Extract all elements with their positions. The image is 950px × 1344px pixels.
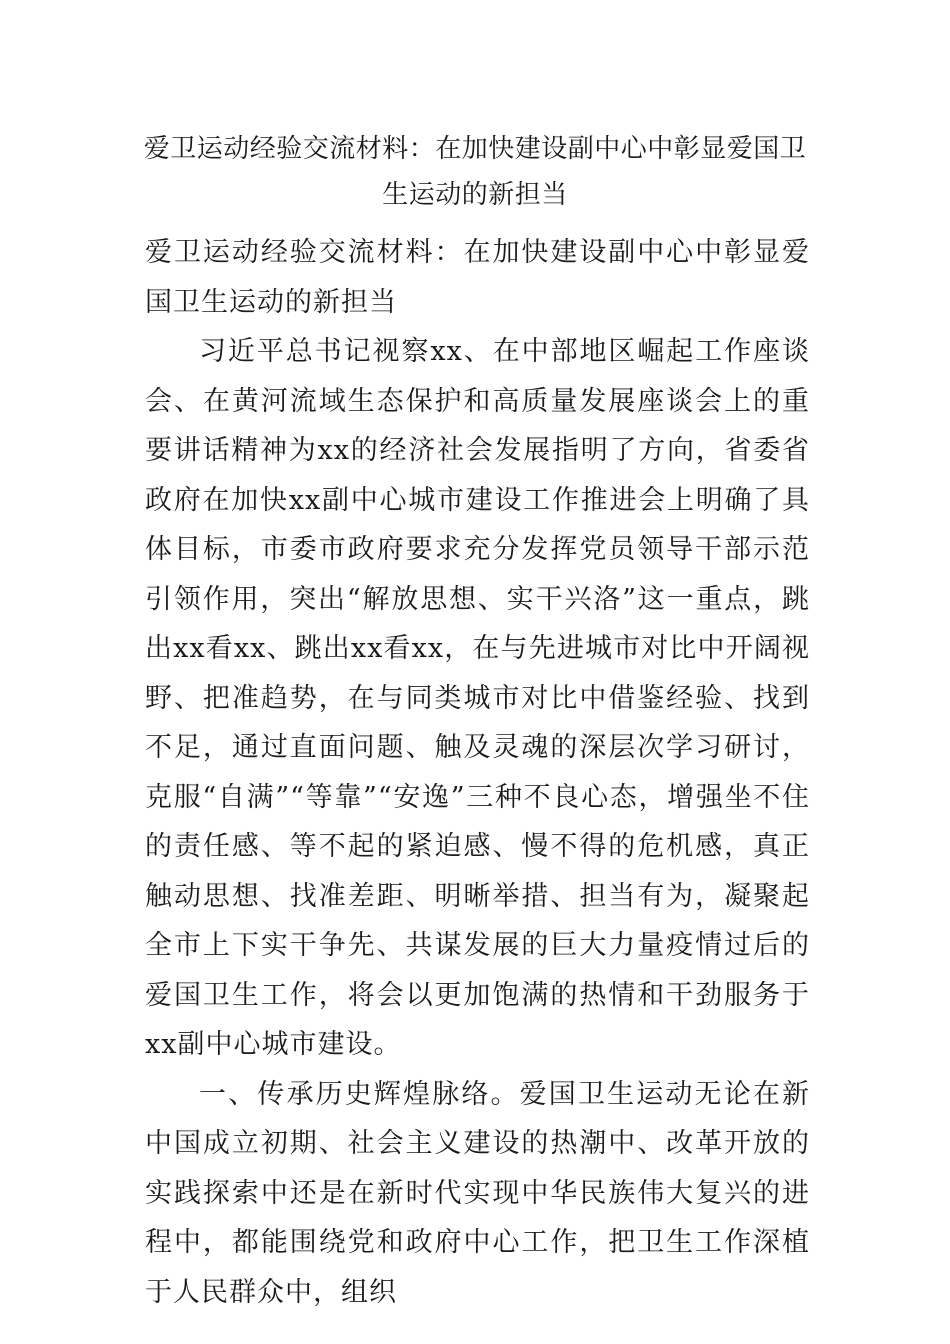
document-body xyxy=(145,228,810,1317)
document-subtitle: 爱卫运动经验交流材料：在加快建设副中心中彰显爱国卫生运动的新担当 xyxy=(145,237,810,318)
paragraph-2: 一、传承历史辉煌脉络。爱国卫生运动无论在新中国成立初期、社会主义建设的热潮中、改革开放的实践探索中还是在新时代实现中华民族伟大复兴的进程中，都能围绕党和政府中心工作，把卫生工作深植于人民群众中，组织 xyxy=(145,1078,810,1308)
document-title: 爱卫运动经验交流材料：在加快建设副中心中彰显爱国卫生运动的新担当 xyxy=(143,134,807,210)
paragraph-1: 习近平总书记视察xx、在中部地区崛起工作座谈会、在黄河流域生态保护和高质量发展座谈会上的重要讲话精神为xx的经济社会发展指明了方向，省委省政府在加快xx副中心城市建设工作推进会上明确了具体目标，市委市政府要求充分发挥党员领导干部示范引领作用，突出“解放思想、实干兴洛”这一重点，跳出xx看xx、跳出xx看xx，在与先进城市对比中开阔视野、把准趋势，在与同类城市对比中借鉴经验、找到不足，通过直面问题、触及灵魂的深层次学习研讨，克服“自满”“等靠”“安逸”三种不良心态，增强坐不住的责任感、等不起的紧迫感、慢不得的危机感，真正触动思想、找准差距、明晰举措、担当有为，凝聚起全市上下实干争先、共谋发展的巨大力量疫情过后的爱国卫生工作，将会以更加饱满的热情和干劲服务于xx副中心城市建设。 xyxy=(145,336,810,1060)
